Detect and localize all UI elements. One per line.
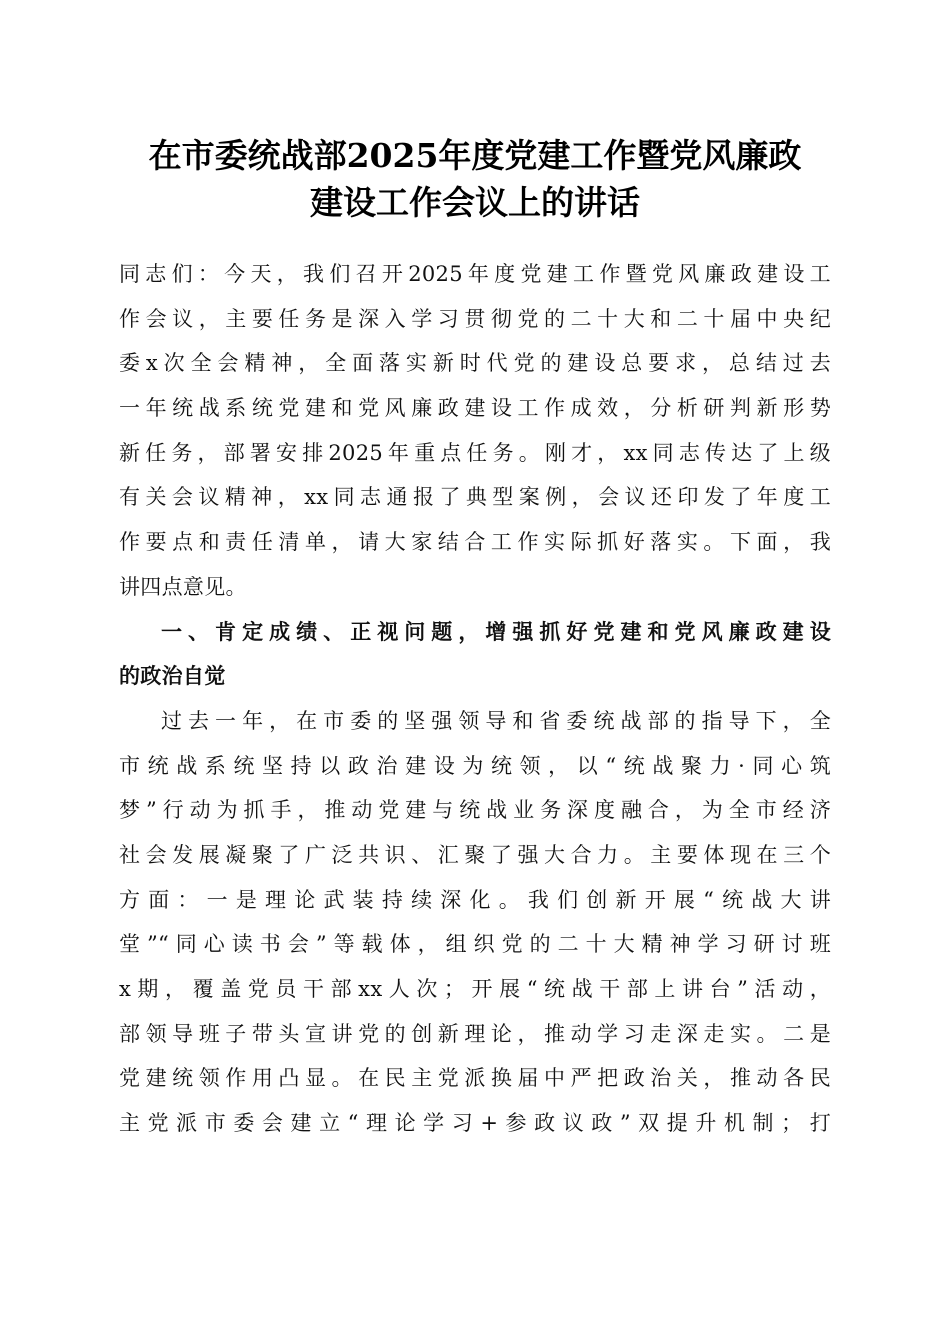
text-line: 部领导班子带头宣讲党的创新理论，推动学习走深走实。二是 xyxy=(119,1021,831,1046)
document-body xyxy=(119,252,831,1146)
text-line: 讲四点意见。 xyxy=(119,574,247,599)
heading-line: 一、肯定成绩、正视问题，增强抓好党建和党风廉政建设 xyxy=(161,619,831,644)
section-paragraph xyxy=(119,699,831,1146)
document-title xyxy=(110,132,840,226)
text-line: 委x次全会精神，全面落实新时代党的建设总要求，总结过去 xyxy=(119,351,831,376)
opening-paragraph xyxy=(119,252,831,610)
text-line: 堂”“同心读书会”等载体，组织党的二十大精神学习研讨班 xyxy=(119,932,831,957)
text-line: x期，覆盖党员干部xx人次；开展“统战干部上讲台”活动， xyxy=(119,977,831,1001)
heading-line: 的政治自觉 xyxy=(119,664,226,689)
text-line: 市统战系统坚持以政治建设为统领，以“统战聚力·同心筑 xyxy=(119,753,831,778)
text-line: 方面：一是理论武装持续深化。我们创新开展“统战大讲 xyxy=(119,887,831,912)
text-line: 一年统战系统党建和党风廉政建设工作成效，分析研判新形势 xyxy=(119,396,831,421)
title-line: 建设工作会议上的讲话 xyxy=(310,183,640,222)
section-heading xyxy=(119,610,831,699)
text-line: 同志们：今天，我们召开2025年度党建工作暨党风廉政建设工 xyxy=(119,262,831,286)
text-line: 新任务，部署安排2025年重点任务。刚才，xx同志传达了上级 xyxy=(119,440,831,465)
text-line: 过去一年，在市委的坚强领导和省委统战部的指导下，全 xyxy=(161,708,831,733)
text-line: 梦”行动为抓手，推动党建与统战业务深度融合，为全市经济 xyxy=(119,798,831,823)
text-line: 社会发展凝聚了广泛共识、汇聚了强大合力。主要体现在三个 xyxy=(119,842,831,867)
text-line: 党建统领作用凸显。在民主党派换届中严把政治关，推动各民 xyxy=(119,1066,831,1091)
text-line: 有关会议精神，xx同志通报了典型案例，会议还印发了年度工 xyxy=(119,485,831,510)
text-line: 作要点和责任清单，请大家结合工作实际抓好落实。下面，我 xyxy=(119,530,831,555)
title-line: 在市委统战部2025年度党建工作暨党风廉政 xyxy=(148,136,802,175)
text-line: 作会议，主要任务是深入学习贯彻党的二十大和二十届中央纪 xyxy=(119,306,831,331)
text-line: 主党派市委会建立“理论学习+参政议政”双提升机制；打 xyxy=(119,1111,831,1136)
